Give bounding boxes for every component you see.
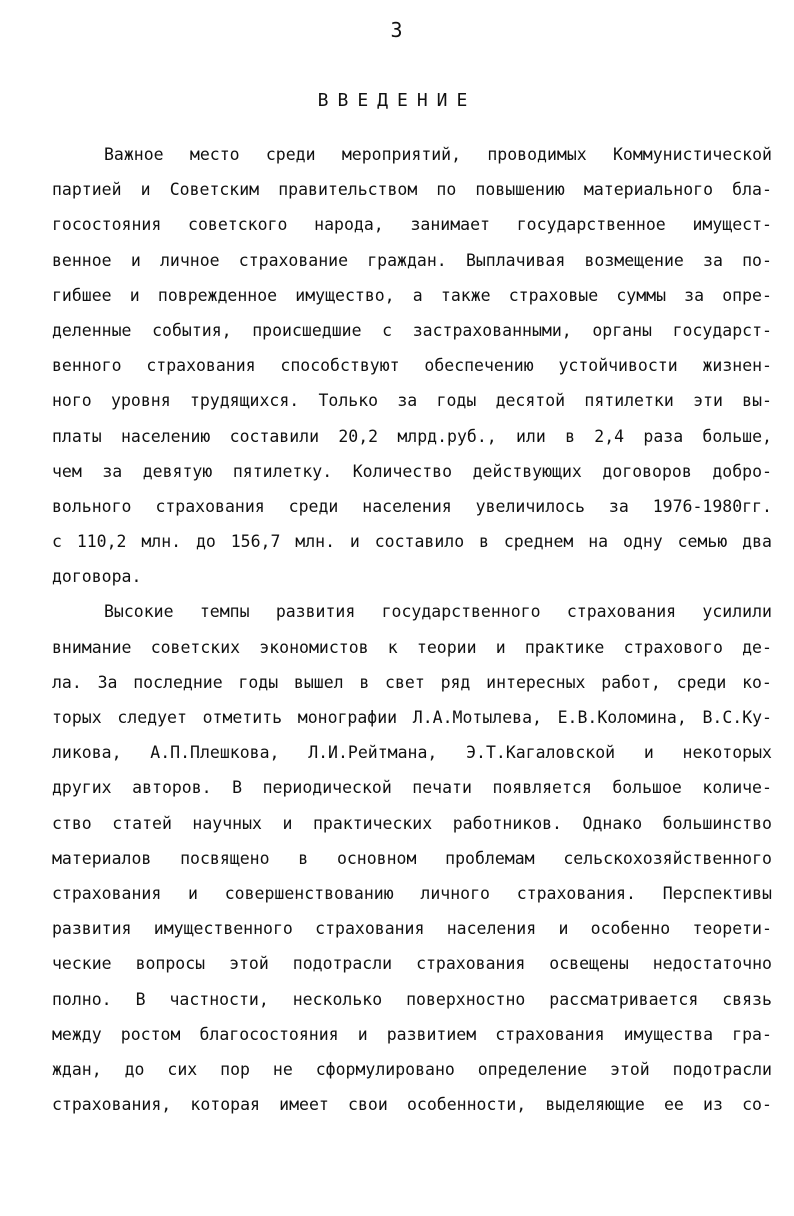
text-line: полно. В частности, несколько поверхностно рассматривается связь <box>52 989 772 1009</box>
text-line: ство статей научных и практических работников. Однако большинство <box>52 813 772 833</box>
section-heading: ВВЕДЕНИЕ <box>317 90 477 111</box>
text-line: страхования и совершенствованию личного страхования. Перспективы <box>52 883 772 903</box>
document-body <box>52 137 772 1122</box>
text-line: внимание советских экономистов к теории и практике страхового де- <box>52 637 772 657</box>
paragraph-1 <box>52 137 772 594</box>
text-line: материалов посвящено в основном проблемам сельскохозяйственного <box>52 848 772 868</box>
text-line: ного уровня трудящихся. Только за годы десятой пятилетки эти вы- <box>52 391 772 411</box>
text-line: ла. За последние годы вышел в свет ряд интересных работ, среди ко- <box>52 672 772 692</box>
text-line: чем за девятую пятилетку. Количество действующих договоров добро- <box>52 461 772 481</box>
text-line: с 110,2 млн. до 156,7 млн. и составило в среднем на одну семью два <box>52 532 772 552</box>
text-line: страхования, которая имеет свои особенности, выделяющие ее из со- <box>52 1095 772 1115</box>
text-line: платы населению составили 20,2 млрд.руб., или в 2,4 раза больше, <box>52 426 772 446</box>
text-line: деленные события, происшедшие с застрахованными, органы государст- <box>52 320 772 340</box>
text-line: между ростом благосостояния и развитием страхования имущества гра- <box>52 1024 772 1044</box>
text-line: ждан, до сих пор не сформулировано определение этой подотрасли <box>52 1059 772 1079</box>
text-line: ческие вопросы этой подотрасли страхования освещены недостаточно <box>52 954 772 974</box>
text-line: торых следует отметить монографии Л.А.Мотылева, Е.В.Коломина, В.С.Ку- <box>52 708 772 727</box>
text-line: госостояния советского народа, занимает государственное имущест- <box>52 215 772 235</box>
text-line: договора. <box>52 567 142 587</box>
paragraph-2 <box>52 594 772 1122</box>
text-line: Важное место среди мероприятий, проводимых Коммунистической <box>104 145 772 164</box>
text-line: ликова, А.П.Плешкова, Л.И.Рейтмана, Э.Т.Кагаловской и некоторых <box>52 743 772 763</box>
text-line: Высокие темпы развития государственного страхования усилили <box>104 602 772 622</box>
text-line: венное и личное страхование граждан. Выплачивая возмещение за по- <box>52 250 772 270</box>
text-line: гибшее и поврежденное имущество, а также страховые суммы за опре- <box>52 285 772 305</box>
text-line: других авторов. В периодической печати появляется большое количе- <box>52 778 772 798</box>
page-number: 3 <box>390 18 404 42</box>
text-line: вольного страхования среди населения увеличилось за 1976-1980гг. <box>52 496 772 516</box>
text-line: венного страхования способствуют обеспечению устойчивости жизнен- <box>52 356 772 376</box>
text-line: партией и Советским правительством по повышению материального бла- <box>52 180 772 200</box>
text-line: развития имущественного страхования населения и особенно теорети- <box>52 919 772 939</box>
